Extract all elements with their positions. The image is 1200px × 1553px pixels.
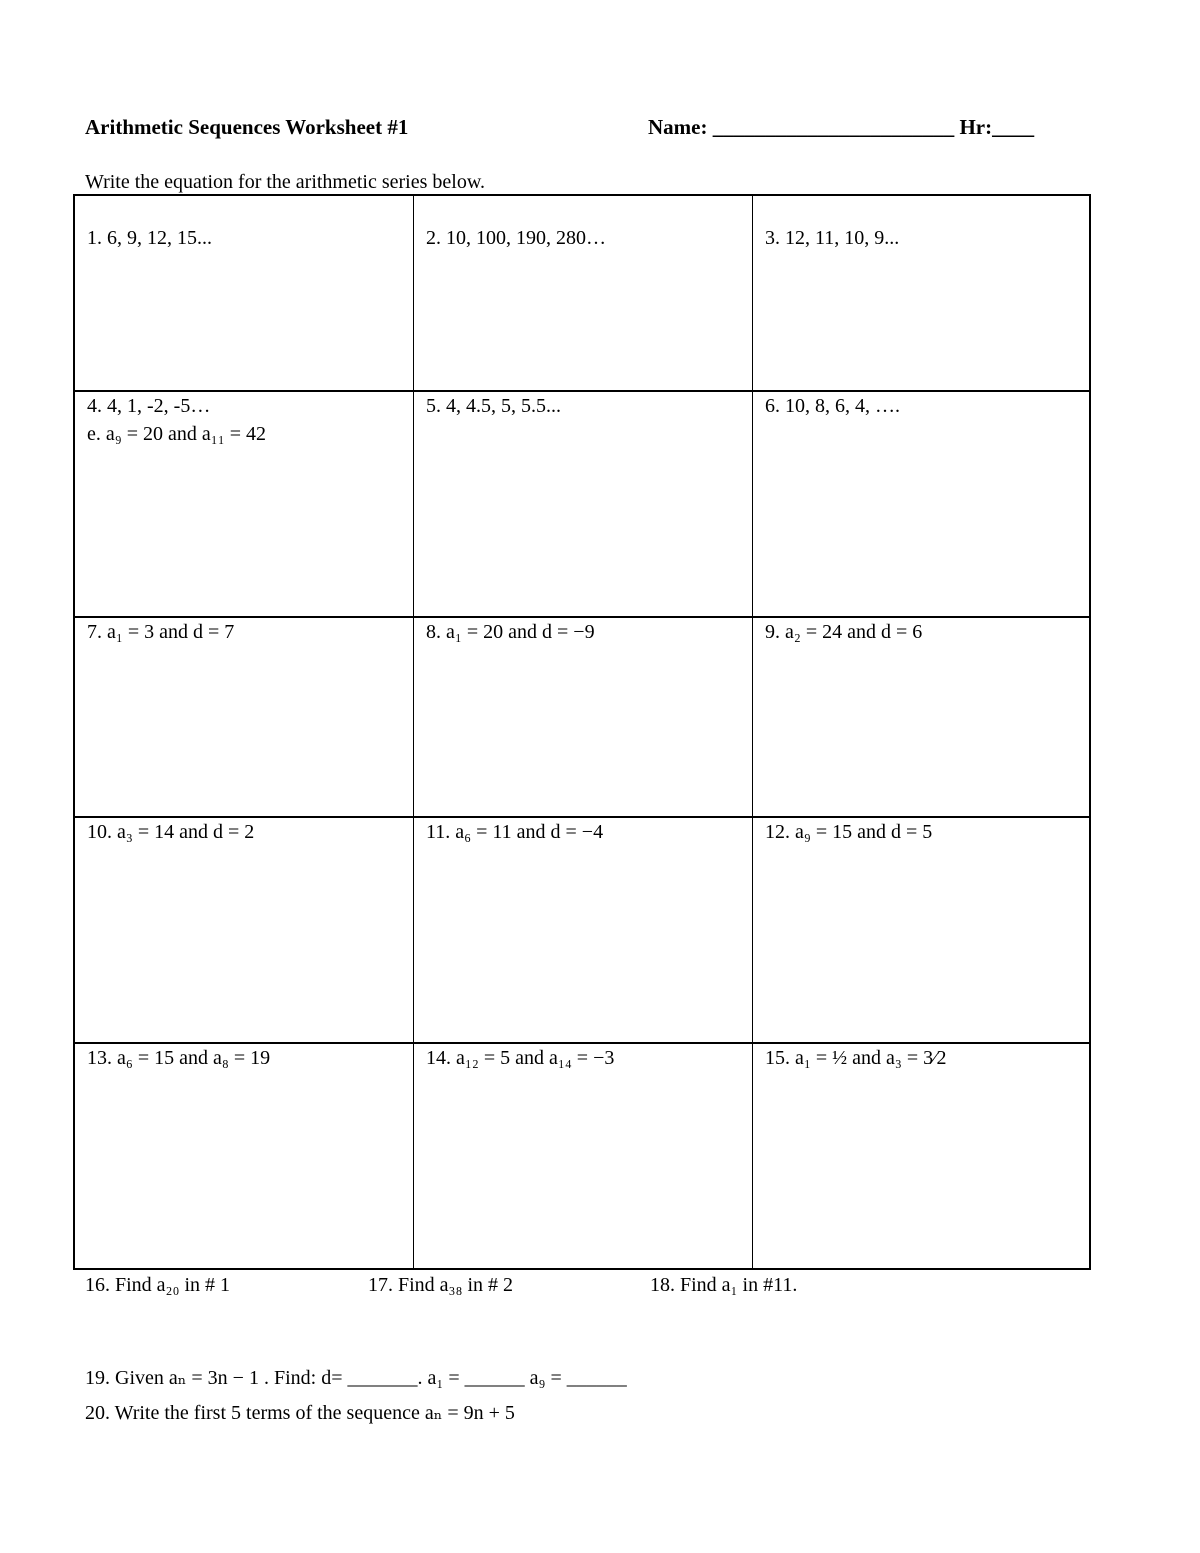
problem-16: 16. Find a₂₀ in # 1 (85, 1274, 231, 1296)
problem-cell-6[interactable] (753, 392, 1091, 616)
problem-cell-10[interactable] (75, 818, 413, 1042)
problem-cell-4[interactable] (75, 392, 413, 616)
problem-cell-5[interactable] (414, 392, 752, 616)
problem-cell-13[interactable] (75, 1044, 413, 1268)
problem-9: 9. a₂ = 24 and d = 6 (765, 621, 923, 643)
problem-cell-7[interactable] (75, 618, 413, 816)
name-hour-field[interactable]: Name: _______________________ Hr:____ (648, 115, 1035, 139)
problem-cell-14[interactable] (414, 1044, 752, 1268)
problem-11: 11. a₆ = 11 and d = −4 (426, 821, 604, 843)
problem-13: 13. a₆ = 15 and a₈ = 19 (87, 1047, 271, 1069)
problem-cell-11[interactable] (414, 818, 752, 1042)
problem-cell-3[interactable] (753, 196, 1091, 390)
instructions: Write the equation for the arithmetic series below. (85, 171, 485, 193)
problem-cell-8[interactable] (414, 618, 752, 816)
problem-cell-9[interactable] (753, 618, 1091, 816)
problem-20: 20. Write the first 5 terms of the sequence aₙ = 9n + 5 (85, 1402, 515, 1424)
problem-grid (73, 194, 1091, 1270)
problem-5: 5. 4, 4.5, 5, 5.5... (426, 395, 561, 417)
problem-1: 1. 6, 9, 12, 15... (87, 227, 212, 249)
problem-8: 8. a₁ = 20 and d = −9 (426, 621, 595, 643)
problem-12: 12. a₉ = 15 and d = 5 (765, 821, 933, 843)
problem-4e: e. a₉ = 20 and a₁₁ = 42 (87, 423, 266, 445)
problem-4: 4. 4, 1, -2, -5… (87, 395, 211, 417)
problem-cell-1[interactable] (75, 196, 413, 390)
problem-17: 17. Find a₃₈ in # 2 (368, 1274, 514, 1296)
worksheet-title: Arithmetic Sequences Worksheet #1 (85, 115, 409, 139)
problem-14: 14. a₁₂ = 5 and a₁₄ = −3 (426, 1047, 615, 1069)
problem-2: 2. 10, 100, 190, 280… (426, 227, 606, 249)
problem-6: 6. 10, 8, 6, 4, …. (765, 395, 900, 417)
problem-cell-12[interactable] (753, 818, 1091, 1042)
problem-10: 10. a₃ = 14 and d = 2 (87, 821, 255, 843)
problem-19: 19. Given aₙ = 3n − 1 . Find: d= _______. a₁ = ______ a₉ = ______ (85, 1367, 627, 1389)
problem-7: 7. a₁ = 3 and d = 7 (87, 621, 235, 643)
problem-cell-15[interactable] (753, 1044, 1091, 1268)
problem-18: 18. Find a₁ in #11. (650, 1274, 798, 1296)
problem-3: 3. 12, 11, 10, 9... (765, 227, 900, 249)
problem-15: 15. a₁ = ½ and a₃ = 3⁄2 (765, 1047, 947, 1069)
problem-cell-2[interactable] (414, 196, 752, 390)
